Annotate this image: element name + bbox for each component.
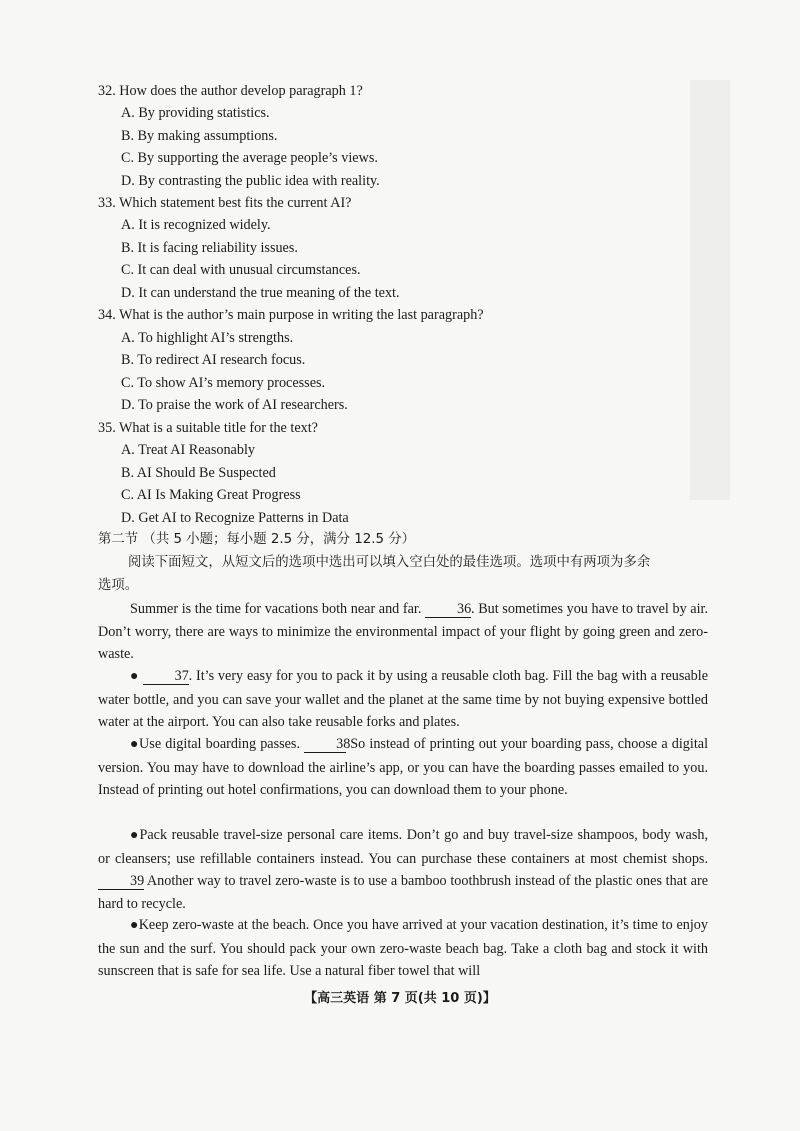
bullet-icon: ● (130, 669, 139, 684)
question-32-option-d: D. By contrasting the public idea with reality. (121, 173, 380, 189)
blank-39: 39 (98, 873, 144, 890)
passage-paragraph-5 (98, 914, 708, 983)
question-34-option-b: B. To redirect AI research focus. (121, 352, 306, 368)
question-33-option-c: C. It can deal with unusual circumstances. (121, 262, 361, 278)
paragraph-4-text-b: Another way to travel zero-waste is to use a bamboo toothbrush instead of the plastic ones that are hard to recycle. (98, 873, 708, 913)
blank-38: 38 (304, 736, 346, 753)
bullet-icon: ● (130, 828, 140, 843)
question-32-option-c: C. By supporting the average people’s views. (121, 150, 378, 166)
bullet-icon: ● (130, 918, 139, 933)
paragraph-3-text-b: So instead of printing out your boarding pass, choose a digital version. You may have to download the airline’s app, or you can have the boarding passes emailed to you. Instead of printing out hotel confirmations, you can download them to your phone. (98, 736, 709, 799)
section-heading: 第二节 （共 5 小题；每小题 2.5 分，满分 12.5 分） (98, 532, 416, 547)
paragraph-1-text-b: . But sometimes you have to travel by air. Don’t worry, there are ways to minimize the environmental impact of your flight by going green and zero-waste. (98, 601, 709, 663)
blank-36: 36 (425, 601, 471, 618)
page-footer: 【高三英语 第 7 页(共 10 页)】 (304, 991, 496, 1006)
paragraph-5-text: Keep zero-waste at the beach. Once you have arrived at your vacation destination, it’s time to enjoy the sun and the surf. You should pack your own zero-waste beach bag. Take a cloth bag and stock it with sunscreen that is safe for sea life. Use a natural fiber towel that will (98, 917, 708, 980)
section-instruction-line-1: 阅读下面短文，从短文后的选项中选出可以填入空白处的最佳选项。选项中有两项为多余 (128, 555, 651, 570)
question-35-option-b: B. AI Should Be Suspected (121, 465, 276, 481)
passage-paragraph-2 (98, 665, 708, 734)
paragraph-4-text-a: Pack reusable travel-size personal care items. Don’t go and buy travel-size shampoos, body wash, or cleansers; use refillable containers instead. You can purchase these containers at most chemist shops. (98, 827, 708, 867)
question-33-option-a: A. It is recognized widely. (121, 217, 271, 233)
passage-paragraph-3 (98, 733, 708, 802)
question-35-option-c: C. AI Is Making Great Progress (121, 487, 301, 503)
question-34-option-a: A. To highlight AI’s strengths. (121, 330, 294, 346)
paragraph-2-text: . It’s very easy for you to pack it by using a reusable cloth bag. Fill the bag with a reusable water bottle, and you can save your wallet and the planet at the same time by not buying expensive bottled water at the airport. You can also take reusable forks and plates. (98, 668, 709, 731)
paragraph-3-text-a: Use digital boarding passes. (139, 736, 300, 752)
question-32-option-b: B. By making assumptions. (121, 128, 278, 144)
question-34-stem: 34. What is the author’s main purpose in writing the last paragraph? (98, 307, 484, 323)
question-33-option-b: B. It is facing reliability issues. (121, 240, 298, 256)
question-35-option-d: D. Get AI to Recognize Patterns in Data (121, 510, 349, 526)
bleed-through-mark (690, 80, 730, 500)
question-35-option-a: A. Treat AI Reasonably (121, 442, 255, 458)
question-33-stem: 33. Which statement best fits the current AI? (98, 195, 352, 211)
question-32-option-a: A. By providing statistics. (121, 105, 270, 121)
blank-37: 37 (143, 668, 189, 685)
question-32-stem: 32. How does the author develop paragraph 1? (98, 83, 363, 99)
question-33-option-d: D. It can understand the true meaning of the text. (121, 285, 400, 301)
question-35-stem: 35. What is a suitable title for the text? (98, 420, 318, 436)
section-instruction-line-2: 选项。 (98, 578, 139, 593)
bullet-icon: ● (130, 737, 140, 752)
question-34-option-d: D. To praise the work of AI researchers. (121, 397, 348, 413)
paragraph-1-text-a: Summer is the time for vacations both near and far. (130, 601, 422, 617)
passage-paragraph-4 (98, 824, 708, 916)
question-34-option-c: C. To show AI’s memory processes. (121, 375, 326, 391)
passage-paragraph-1 (98, 598, 708, 666)
